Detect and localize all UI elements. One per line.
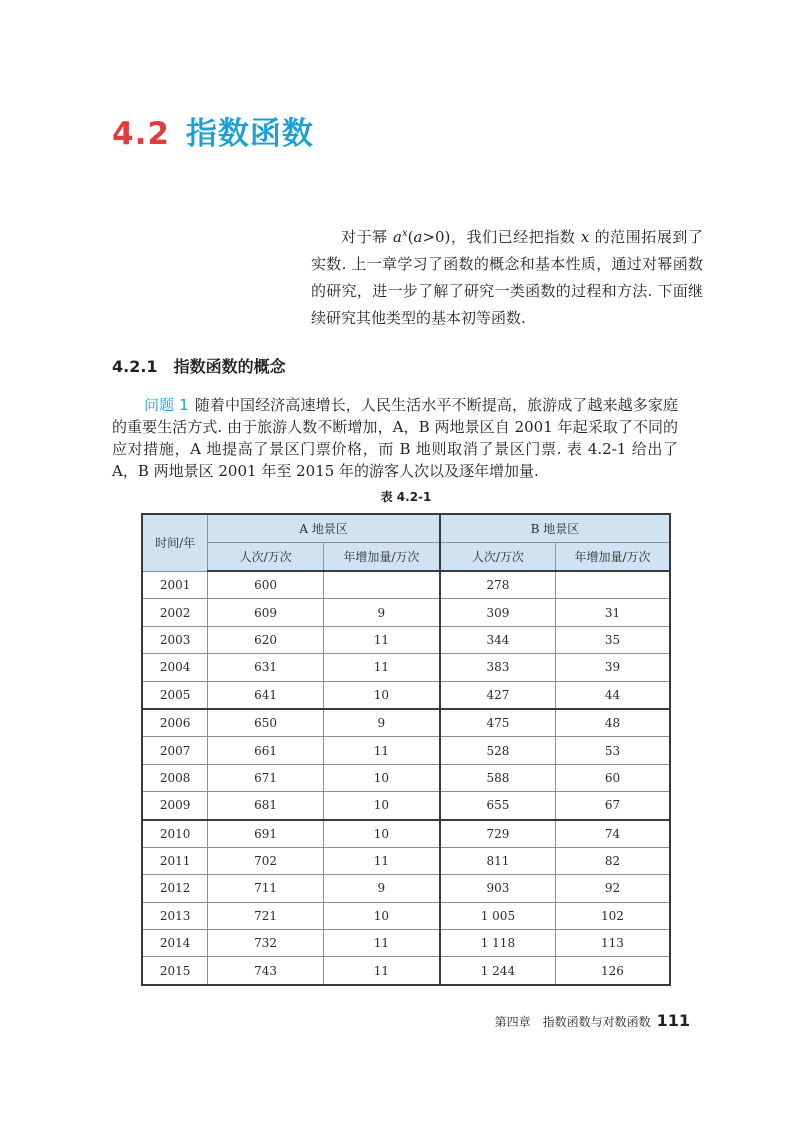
table-row xyxy=(142,654,670,681)
cell-a-increase: 11 xyxy=(323,930,440,957)
cell-a-visits: 721 xyxy=(208,902,324,929)
cell-year: 2010 xyxy=(142,820,208,848)
cell-year: 2014 xyxy=(142,930,208,957)
cell-b-increase: 44 xyxy=(555,681,670,709)
cell-year: 2005 xyxy=(142,681,208,709)
subsection-title xyxy=(112,355,286,379)
header-b-increase: 年增加量/万次 xyxy=(555,543,670,572)
cell-year: 2009 xyxy=(142,792,208,820)
table-row xyxy=(142,875,670,902)
cell-a-increase: 10 xyxy=(323,792,440,820)
cell-a-visits: 641 xyxy=(208,681,324,709)
table-row xyxy=(142,820,670,848)
cell-b-visits: 1 005 xyxy=(440,902,556,929)
header-b-visits: 人次/万次 xyxy=(440,543,556,572)
cond-var: a xyxy=(413,228,423,246)
table-row xyxy=(142,902,670,929)
cell-b-increase: 67 xyxy=(555,792,670,820)
cell-b-visits: 903 xyxy=(440,875,556,902)
cell-year: 2011 xyxy=(142,847,208,874)
cell-a-increase: 11 xyxy=(323,626,440,653)
cell-a-visits: 631 xyxy=(208,654,324,681)
cell-b-increase: 31 xyxy=(555,599,670,626)
cell-year: 2004 xyxy=(142,654,208,681)
cell-b-visits: 278 xyxy=(440,571,556,599)
cell-a-increase: 10 xyxy=(323,902,440,929)
cell-b-increase: 102 xyxy=(555,902,670,929)
problem-paragraph xyxy=(112,394,678,482)
cell-year: 2012 xyxy=(142,875,208,902)
cell-a-increase: 11 xyxy=(323,957,440,985)
chapter-title: 第四章 指数函数与对数函数 xyxy=(494,1015,651,1029)
cell-a-increase: 10 xyxy=(323,820,440,848)
table-row xyxy=(142,764,670,791)
cell-b-increase: 39 xyxy=(555,654,670,681)
cell-a-visits: 702 xyxy=(208,847,324,874)
intro-text-2: 的范围拓展到了实数. 上一章学习了函数的概念和基本性质，通过对幂函数的研究，进一步了解了研究一类函数的过程和方法. 下面继续研究其他类型的基本初等函数. xyxy=(311,228,703,327)
cell-b-increase: 126 xyxy=(555,957,670,985)
subsection-number: 4.2.1 xyxy=(112,357,158,376)
cell-b-visits: 588 xyxy=(440,764,556,791)
cell-b-visits: 1 118 xyxy=(440,930,556,957)
subsection-name: 指数函数的概念 xyxy=(173,357,286,376)
table-caption: 表 4.2-1 xyxy=(380,490,432,504)
cell-a-increase: 10 xyxy=(323,764,440,791)
cell-a-visits: 681 xyxy=(208,792,324,820)
cell-year: 2013 xyxy=(142,902,208,929)
cell-year: 2006 xyxy=(142,709,208,737)
cell-a-visits: 671 xyxy=(208,764,324,791)
table-row xyxy=(142,957,670,985)
cell-b-visits: 427 xyxy=(440,681,556,709)
cell-b-visits: 309 xyxy=(440,599,556,626)
cell-a-increase: 10 xyxy=(323,681,440,709)
cell-b-visits: 655 xyxy=(440,792,556,820)
table-row xyxy=(142,709,670,737)
cell-b-increase: 74 xyxy=(555,820,670,848)
cell-a-increase: 11 xyxy=(323,847,440,874)
cell-b-increase: 60 xyxy=(555,764,670,791)
power-exponent: x xyxy=(401,228,408,239)
intro-pre: 对于幂 xyxy=(341,228,394,246)
problem-text: 随着中国经济高速增长，人民生活水平不断提高，旅游成了越来越多家庭的重要生活方式. 由于旅游人数不断增加，A，B 两地景区自 2001 年起采取了不同的应对措施，A 地提高了景区门票价格，而 B 地则取消了景区门票. 表 4.2-1 给出了 A，B 两地景区 2001 年至 2015 年的游客人次以及逐年增加量. xyxy=(112,396,679,480)
header-year: 时间/年 xyxy=(142,514,208,571)
cell-b-visits: 811 xyxy=(440,847,556,874)
cond-rest: >0) xyxy=(422,228,451,246)
table-row xyxy=(142,792,670,820)
cell-b-increase: 82 xyxy=(555,847,670,874)
cell-b-increase: 53 xyxy=(555,737,670,764)
table-row xyxy=(142,571,670,599)
cell-a-increase: 9 xyxy=(323,709,440,737)
cell-b-increase: 113 xyxy=(555,930,670,957)
visitor-table xyxy=(141,513,671,986)
cell-year: 2003 xyxy=(142,626,208,653)
section-number: 4.2 xyxy=(112,116,170,152)
section-title xyxy=(112,112,314,156)
cell-a-visits: 609 xyxy=(208,599,324,626)
cell-a-visits: 732 xyxy=(208,930,324,957)
intro-text-1: ，我们已经把指数 xyxy=(450,228,581,246)
cell-b-visits: 729 xyxy=(440,820,556,848)
cell-b-visits: 344 xyxy=(440,626,556,653)
table-row xyxy=(142,681,670,709)
cell-a-visits: 691 xyxy=(208,820,324,848)
cell-b-visits: 1 244 xyxy=(440,957,556,985)
cell-a-increase: 9 xyxy=(323,875,440,902)
cell-b-increase: 35 xyxy=(555,626,670,653)
table-row xyxy=(142,930,670,957)
cell-year: 2007 xyxy=(142,737,208,764)
header-a-increase: 年增加量/万次 xyxy=(323,543,440,572)
section-name: 指数函数 xyxy=(185,116,314,152)
cell-b-increase xyxy=(555,571,670,599)
cell-year: 2002 xyxy=(142,599,208,626)
intro-paragraph xyxy=(311,224,703,332)
problem-label: 问题 1 xyxy=(144,396,189,414)
cell-a-visits: 600 xyxy=(208,571,324,599)
header-group-a: A 地景区 xyxy=(208,514,440,543)
cell-a-visits: 650 xyxy=(208,709,324,737)
cell-a-visits: 743 xyxy=(208,957,324,985)
cell-a-increase: 11 xyxy=(323,737,440,764)
page-footer xyxy=(495,1011,690,1032)
cell-a-visits: 661 xyxy=(208,737,324,764)
cell-year: 2008 xyxy=(142,764,208,791)
cell-b-increase: 92 xyxy=(555,875,670,902)
header-a-visits: 人次/万次 xyxy=(208,543,324,572)
table-row xyxy=(142,847,670,874)
cell-a-visits: 711 xyxy=(208,875,324,902)
cell-a-visits: 620 xyxy=(208,626,324,653)
table-row xyxy=(142,626,670,653)
cell-year: 2015 xyxy=(142,957,208,985)
cell-b-visits: 528 xyxy=(440,737,556,764)
var-x: x xyxy=(580,228,590,246)
cell-a-increase: 9 xyxy=(323,599,440,626)
cell-b-visits: 383 xyxy=(440,654,556,681)
power-base: a xyxy=(393,228,402,246)
cell-a-increase xyxy=(323,571,440,599)
header-group-b: B 地景区 xyxy=(440,514,670,543)
cell-b-increase: 48 xyxy=(555,709,670,737)
cell-year: 2001 xyxy=(142,571,208,599)
cell-b-visits: 475 xyxy=(440,709,556,737)
page-number: 111 xyxy=(656,1011,690,1030)
table-row xyxy=(142,737,670,764)
table-row xyxy=(142,599,670,626)
cond-open: ( xyxy=(407,228,414,246)
cell-a-increase: 11 xyxy=(323,654,440,681)
